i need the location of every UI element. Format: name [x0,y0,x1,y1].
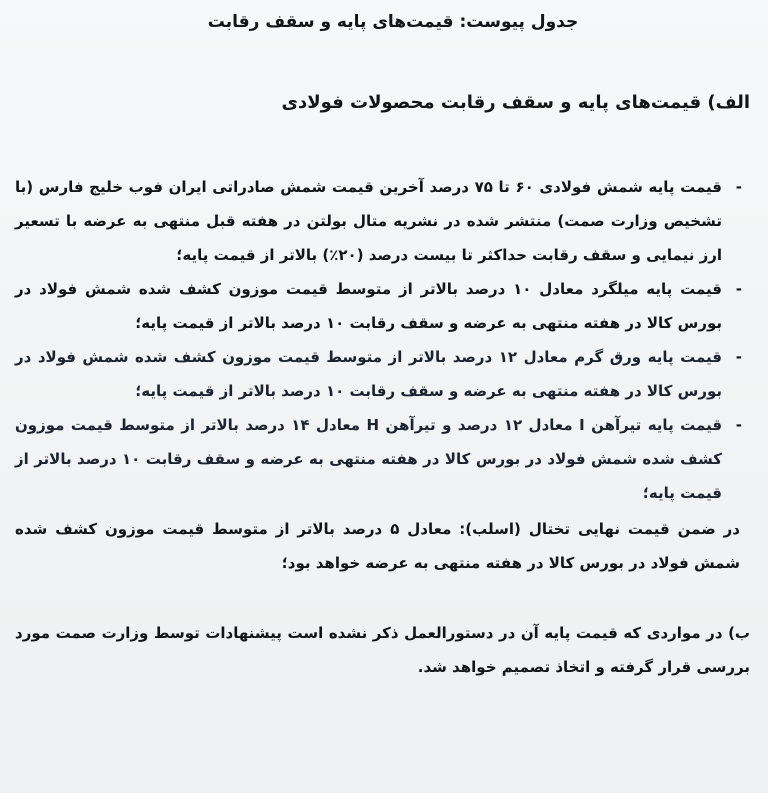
document-body [15,170,750,684]
section-a-heading: الف) قیمت‌های پایه و سقف رقابت محصولات فولادی [281,92,750,113]
bullet-text: قیمت پایه تیرآهن I معادل ۱۲ درصد و تیرآهن H معادل ۱۴ درصد بالاتر از متوسط قیمت موزون کشف شده شمش فولاد در بورس کالا در هفته منتهی به عرضه و سقف رقابت ۱۰ درصد بالاتر از قیمت پایه؛ [15,416,723,502]
bullet-dash: - [735,280,742,298]
bullet-text: قیمت پایه شمش فولادی ۶۰ تا ۷۵ درصد آخرین قیمت شمش صادراتی ایران فوب خلیج فارس (با تشخیص وزارت صمت) منتشر شده در نشریه متال بولتن در هفته قبل منتهی به عرضه با تسعیر ارز نیمایی و سقف رقابت حداکثر تا بیست درصد (۲۰٪) بالاتر از قیمت پایه؛ [15,178,722,264]
bullet-dash: - [735,348,742,366]
bullet-item-hot-sheet [15,340,750,408]
document-title [0,12,768,32]
bullet-text: قیمت پایه ورق گرم معادل ۱۲ درصد بالاتر از متوسط قیمت موزون کشف شده شمش فولاد در بورس کالا در هفته منتهی به عرضه و سقف رقابت ۱۰ درصد بالاتر از قیمت پایه؛ [15,348,722,400]
bullet-item-steel-billet [15,170,750,272]
document-title-text: جدول پیوست: قیمت‌های پایه و سقف رقابت [207,12,579,32]
bullet-dash: - [735,416,742,434]
section-b-paragraph: ب) در مواردی که قیمت پایه آن در دستورالعمل ذکر نشده است پیشنهادات توسط وزارت صمت مورد بررسی قرار گرفته و اتخاذ تصمیم خواهد شد. [15,624,750,676]
slab-paragraph: در ضمن قیمت نهایی تختال (اسلب): معادل ۵ درصد بالاتر از متوسط قیمت موزون کشف شده شمش فولاد در بورس کالا در هفته منتهی به عرضه خواهد بود؛ [15,520,740,572]
bullet-item-beam [15,408,750,510]
bullet-text: قیمت پایه میلگرد معادل ۱۰ درصد بالاتر از متوسط قیمت موزون کشف شده شمش فولاد در بورس کالا در هفته منتهی به عرضه و سقف رقابت ۱۰ درصد بالاتر از قیمت پایه؛ [15,280,722,332]
bullet-dash: - [735,178,742,196]
bullet-item-rebar [15,272,750,340]
